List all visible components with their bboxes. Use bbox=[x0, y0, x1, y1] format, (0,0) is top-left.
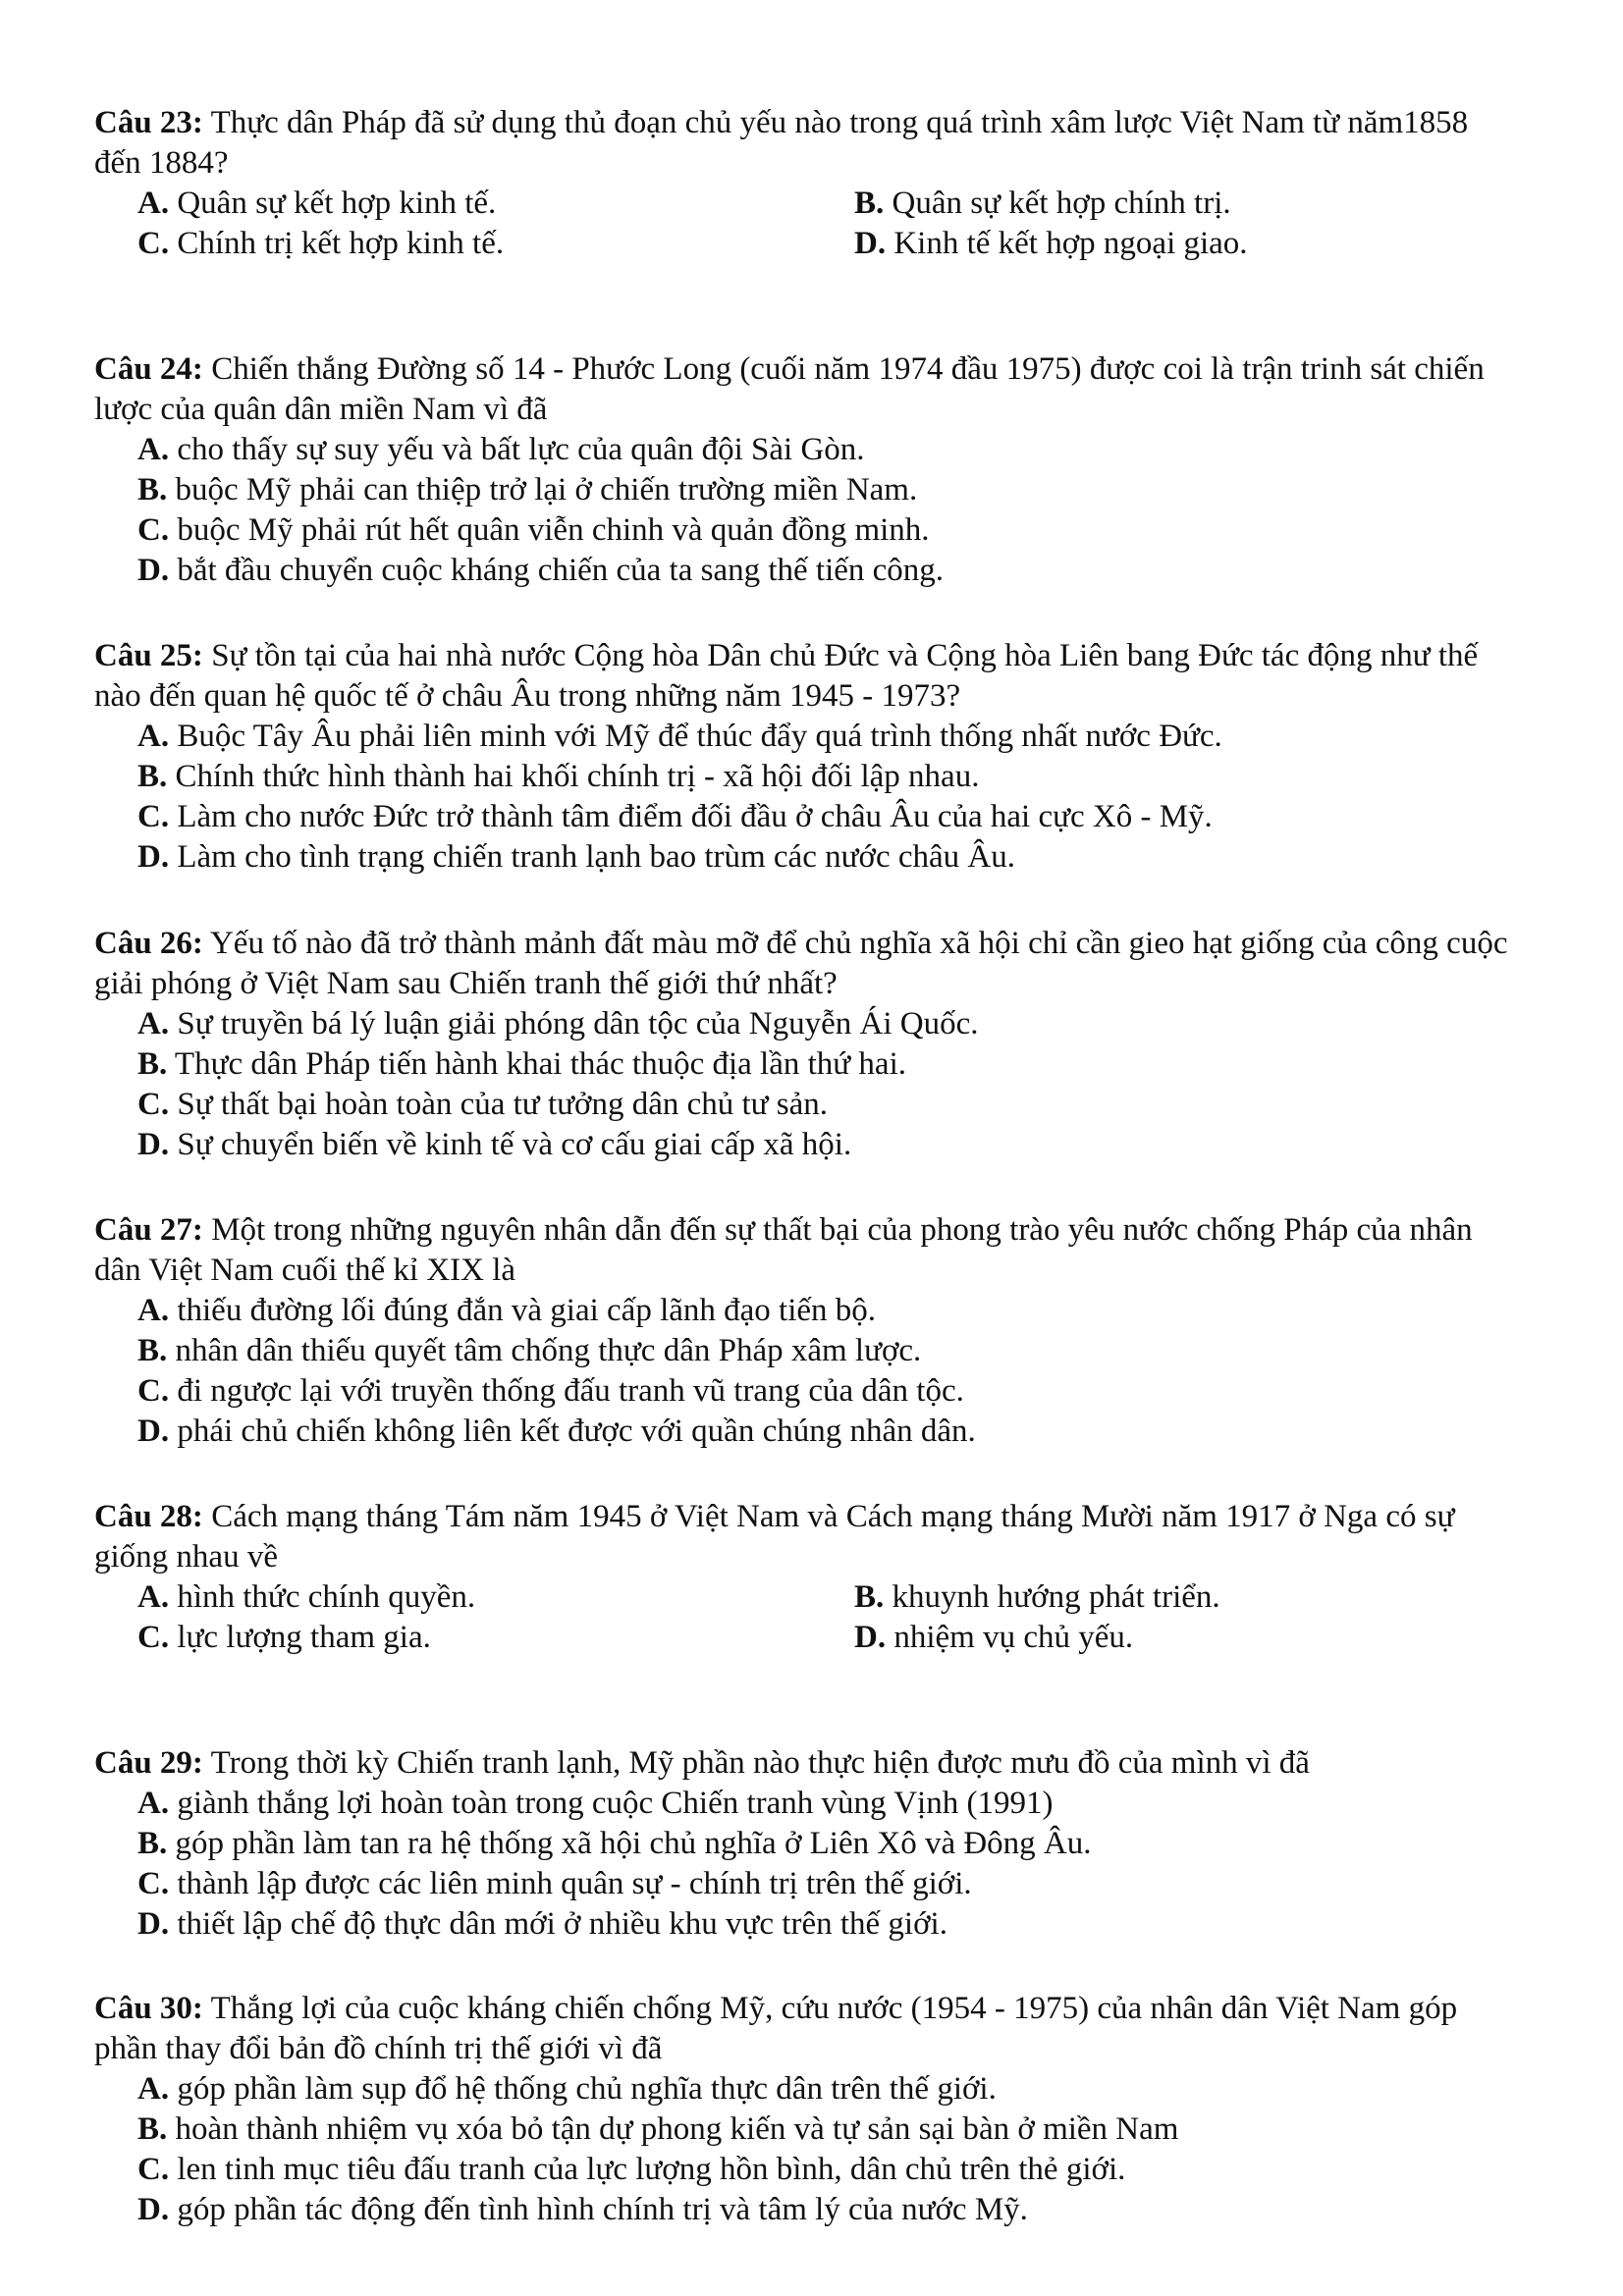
option-text: len tinh mục tiêu đấu tranh của lực lượng hồn bình, dân chủ trên thẻ giới. bbox=[169, 2152, 1126, 2187]
option-c bbox=[94, 510, 1518, 551]
option-text: hoàn thành nhiệm vụ xóa bỏ tận dự phong kiến và tự sản sại bàn ở miền Nam bbox=[167, 2111, 1179, 2147]
option-key: D. bbox=[137, 1414, 170, 1449]
option-c bbox=[94, 1085, 1518, 1125]
question-label: Câu 26: bbox=[94, 926, 203, 961]
option-key: B. bbox=[854, 186, 885, 221]
option-text: hình thức chính quyền. bbox=[169, 1579, 476, 1615]
option-b bbox=[94, 757, 1518, 797]
option-d bbox=[94, 1904, 1518, 1945]
option-text: nhân dân thiếu quyết tâm chống thực dân Pháp xâm lược. bbox=[167, 1333, 922, 1368]
option-key: B. bbox=[137, 1826, 168, 1861]
options-list bbox=[94, 1004, 1518, 1165]
option-text: Làm cho nước Đức trở thành tâm điểm đối đầu ở châu Âu của hai cực Xô - Mỹ. bbox=[169, 799, 1213, 834]
question-label: Câu 28: bbox=[94, 1499, 203, 1534]
question-text: Chiến thắng Đường số 14 - Phước Long (cuối năm 1974 đầu 1975) được coi là trận trinh sát chiến lược của quân dân miền Nam vì đã bbox=[94, 351, 1485, 427]
option-key: A. bbox=[137, 432, 170, 467]
option-key: C. bbox=[137, 512, 170, 548]
option-text: Quân sự kết hợp kinh tế. bbox=[169, 186, 497, 221]
option-b bbox=[854, 184, 1542, 224]
option-text: Sự chuyển biến về kinh tế và cơ cấu giai cấp xã hội. bbox=[169, 1127, 852, 1162]
option-key: B. bbox=[137, 1333, 168, 1368]
option-text: buộc Mỹ phải rút hết quân viễn chinh và quản đồng minh. bbox=[169, 512, 930, 548]
option-text: bắt đầu chuyển cuộc kháng chiến của ta sang thế tiến công. bbox=[169, 553, 945, 588]
option-text: Làm cho tình trạng chiến tranh lạnh bao trùm các nước châu Âu. bbox=[169, 839, 1015, 875]
option-text: Thực dân Pháp tiến hành khai thác thuộc địa lần thứ hai. bbox=[167, 1046, 906, 1082]
option-text: Chính trị kết hợp kinh tế. bbox=[169, 226, 505, 261]
option-a bbox=[94, 430, 1518, 470]
option-text: thiết lập chế độ thực dân mới ở nhiều khu vực trên thế giới. bbox=[169, 1906, 947, 1942]
question-text: Thực dân Pháp đã sử dụng thủ đoạn chủ yếu nào trong quá trình xâm lược Việt Nam từ năm1858 đến 1884? bbox=[94, 105, 1469, 181]
option-text: Sự truyền bá lý luận giải phóng dân tộc của Nguyễn Ái Quốc. bbox=[169, 1006, 979, 1041]
option-text: cho thấy sự suy yếu và bất lực của quân đội Sài Gòn. bbox=[169, 432, 865, 467]
option-text: lực lượng tham gia. bbox=[169, 1620, 431, 1655]
question-text: Trong thời kỳ Chiến tranh lạnh, Mỹ phần nào thực hiện được mưu đồ của mình vì đã bbox=[202, 1745, 1310, 1781]
option-key: D. bbox=[137, 839, 170, 875]
option-text: góp phần làm sụp đổ hệ thống chủ nghĩa thực dân trên thế giới. bbox=[169, 2071, 997, 2107]
option-key: C. bbox=[137, 1373, 170, 1409]
option-a bbox=[94, 717, 1518, 757]
option-text: phái chủ chiến không liên kết được với quần chúng nhân dân. bbox=[169, 1414, 976, 1449]
question-stem bbox=[94, 1210, 1518, 1291]
option-key: B. bbox=[137, 472, 168, 507]
option-key: C. bbox=[137, 1087, 170, 1122]
option-key: D. bbox=[137, 553, 170, 588]
options-list bbox=[94, 1784, 1518, 1945]
question-label: Câu 24: bbox=[94, 351, 203, 387]
options-grid bbox=[94, 184, 1518, 264]
question-text: Một trong những nguyên nhân dẫn đến sự thất bại của phong trào yêu nước chống Pháp của nhân dân Việt Nam cuối thế kỉ XIX là bbox=[94, 1212, 1473, 1288]
question-27 bbox=[94, 1210, 1518, 1452]
option-key: B. bbox=[137, 759, 168, 794]
option-text: nhiệm vụ chủ yếu. bbox=[886, 1620, 1134, 1655]
question-stem bbox=[94, 1743, 1518, 1784]
question-29 bbox=[94, 1743, 1518, 1945]
option-text: thành lập được các liên minh quân sự - chính trị trên thế giới. bbox=[169, 1866, 972, 1901]
option-text: buộc Mỹ phải can thiệp trở lại ở chiến trường miền Nam. bbox=[167, 472, 918, 507]
option-key: D. bbox=[137, 1127, 170, 1162]
option-text: đi ngược lại với truyền thống đấu tranh vũ trang của dân tộc. bbox=[169, 1373, 964, 1409]
question-text: Yếu tố nào đã trở thành mảnh đất màu mỡ để chủ nghĩa xã hội chỉ cần gieo hạt giống của công cuộc giải phóng ở Việt Nam sau Chiến tranh thế giới thứ nhất? bbox=[94, 926, 1508, 1001]
option-d bbox=[854, 224, 1542, 264]
question-26 bbox=[94, 924, 1518, 1165]
option-a bbox=[94, 1784, 1518, 1824]
option-a bbox=[94, 2069, 1518, 2109]
option-d bbox=[94, 2190, 1518, 2230]
option-text: Chính thức hình thành hai khối chính trị - xã hội đối lập nhau. bbox=[167, 759, 980, 794]
option-c bbox=[94, 2150, 1518, 2190]
option-key: D. bbox=[854, 1620, 887, 1655]
option-key: B. bbox=[854, 1579, 885, 1615]
option-a bbox=[137, 184, 854, 224]
option-key: A. bbox=[137, 2071, 170, 2107]
option-text: thiếu đường lối đúng đắn và giai cấp lãnh đạo tiến bộ. bbox=[169, 1293, 877, 1328]
option-text: góp phần làm tan ra hệ thống xã hội chủ nghĩa ở Liên Xô và Đông Âu. bbox=[167, 1826, 1092, 1861]
option-text: Buộc Tây Âu phải liên minh với Mỹ để thúc đẩy quá trình thống nhất nước Đức. bbox=[169, 719, 1222, 754]
option-c bbox=[94, 1864, 1518, 1904]
options-grid bbox=[94, 1577, 1518, 1658]
option-b bbox=[94, 1044, 1518, 1085]
option-key: C. bbox=[137, 2152, 170, 2187]
option-key: A. bbox=[137, 1293, 170, 1328]
option-d bbox=[94, 1412, 1518, 1452]
option-c bbox=[137, 1618, 854, 1658]
question-25 bbox=[94, 636, 1518, 878]
option-key: A. bbox=[137, 719, 170, 754]
question-23 bbox=[94, 103, 1518, 264]
option-d bbox=[94, 551, 1518, 591]
options-list bbox=[94, 717, 1518, 878]
options-list bbox=[94, 2069, 1518, 2230]
option-text: khuynh hướng phát triển. bbox=[884, 1579, 1220, 1615]
question-24 bbox=[94, 349, 1518, 591]
option-key: D. bbox=[137, 1906, 170, 1942]
question-label: Câu 25: bbox=[94, 638, 203, 673]
option-a bbox=[94, 1004, 1518, 1044]
option-d bbox=[854, 1618, 1542, 1658]
option-b bbox=[854, 1577, 1542, 1618]
option-key: C. bbox=[137, 1620, 170, 1655]
option-a bbox=[94, 1291, 1518, 1331]
option-key: D. bbox=[137, 2192, 170, 2227]
option-b bbox=[94, 1824, 1518, 1864]
option-b bbox=[94, 470, 1518, 510]
option-b bbox=[94, 2109, 1518, 2150]
question-text: Sự tồn tại của hai nhà nước Cộng hòa Dân chủ Đức và Cộng hòa Liên bang Đức tác động như thế nào đến quan hệ quốc tế ở châu Âu trong những năm 1945 - 1973? bbox=[94, 638, 1479, 714]
option-c bbox=[137, 224, 854, 264]
question-stem bbox=[94, 924, 1518, 1004]
question-label: Câu 29: bbox=[94, 1745, 203, 1781]
option-text: góp phần tác động đến tình hình chính trị và tâm lý của nước Mỹ. bbox=[169, 2192, 1028, 2227]
option-b bbox=[94, 1331, 1518, 1371]
option-key: A. bbox=[137, 1579, 170, 1615]
option-key: D. bbox=[854, 226, 887, 261]
question-stem bbox=[94, 1989, 1518, 2069]
option-c bbox=[94, 797, 1518, 837]
option-c bbox=[94, 1371, 1518, 1412]
option-key: B. bbox=[137, 2111, 168, 2147]
option-key: A. bbox=[137, 1006, 170, 1041]
options-list bbox=[94, 1291, 1518, 1452]
option-a bbox=[137, 1577, 854, 1618]
question-label: Câu 23: bbox=[94, 105, 203, 140]
question-stem bbox=[94, 103, 1518, 184]
option-d bbox=[94, 837, 1518, 878]
question-28 bbox=[94, 1497, 1518, 1658]
question-stem bbox=[94, 636, 1518, 717]
option-key: B. bbox=[137, 1046, 168, 1082]
option-text: Quân sự kết hợp chính trị. bbox=[884, 186, 1231, 221]
option-text: Sự thất bại hoàn toàn của tư tưởng dân chủ tư sản. bbox=[169, 1087, 829, 1122]
option-key: C. bbox=[137, 1866, 170, 1901]
options-list bbox=[94, 430, 1518, 591]
option-key: C. bbox=[137, 799, 170, 834]
question-stem bbox=[94, 349, 1518, 430]
option-key: A. bbox=[137, 186, 170, 221]
option-text: giành thắng lợi hoàn toàn trong cuộc Chiến tranh vùng Vịnh (1991) bbox=[169, 1786, 1054, 1821]
option-key: C. bbox=[137, 226, 170, 261]
question-text: Thắng lợi của cuộc kháng chiến chống Mỹ, cứu nước (1954 - 1975) của nhân dân Việt Nam góp phần thay đổi bản đồ chính trị thế giới vì đã bbox=[94, 1991, 1458, 2066]
option-d bbox=[94, 1125, 1518, 1165]
option-key: A. bbox=[137, 1786, 170, 1821]
question-stem bbox=[94, 1497, 1518, 1577]
question-text: Cách mạng tháng Tám năm 1945 ở Việt Nam và Cách mạng tháng Mười năm 1917 ở Nga có sự giống nhau về bbox=[94, 1499, 1455, 1575]
question-30 bbox=[94, 1989, 1518, 2230]
question-label: Câu 27: bbox=[94, 1212, 203, 1248]
option-text: Kinh tế kết hợp ngoại giao. bbox=[886, 226, 1248, 261]
question-label: Câu 30: bbox=[94, 1991, 203, 2026]
